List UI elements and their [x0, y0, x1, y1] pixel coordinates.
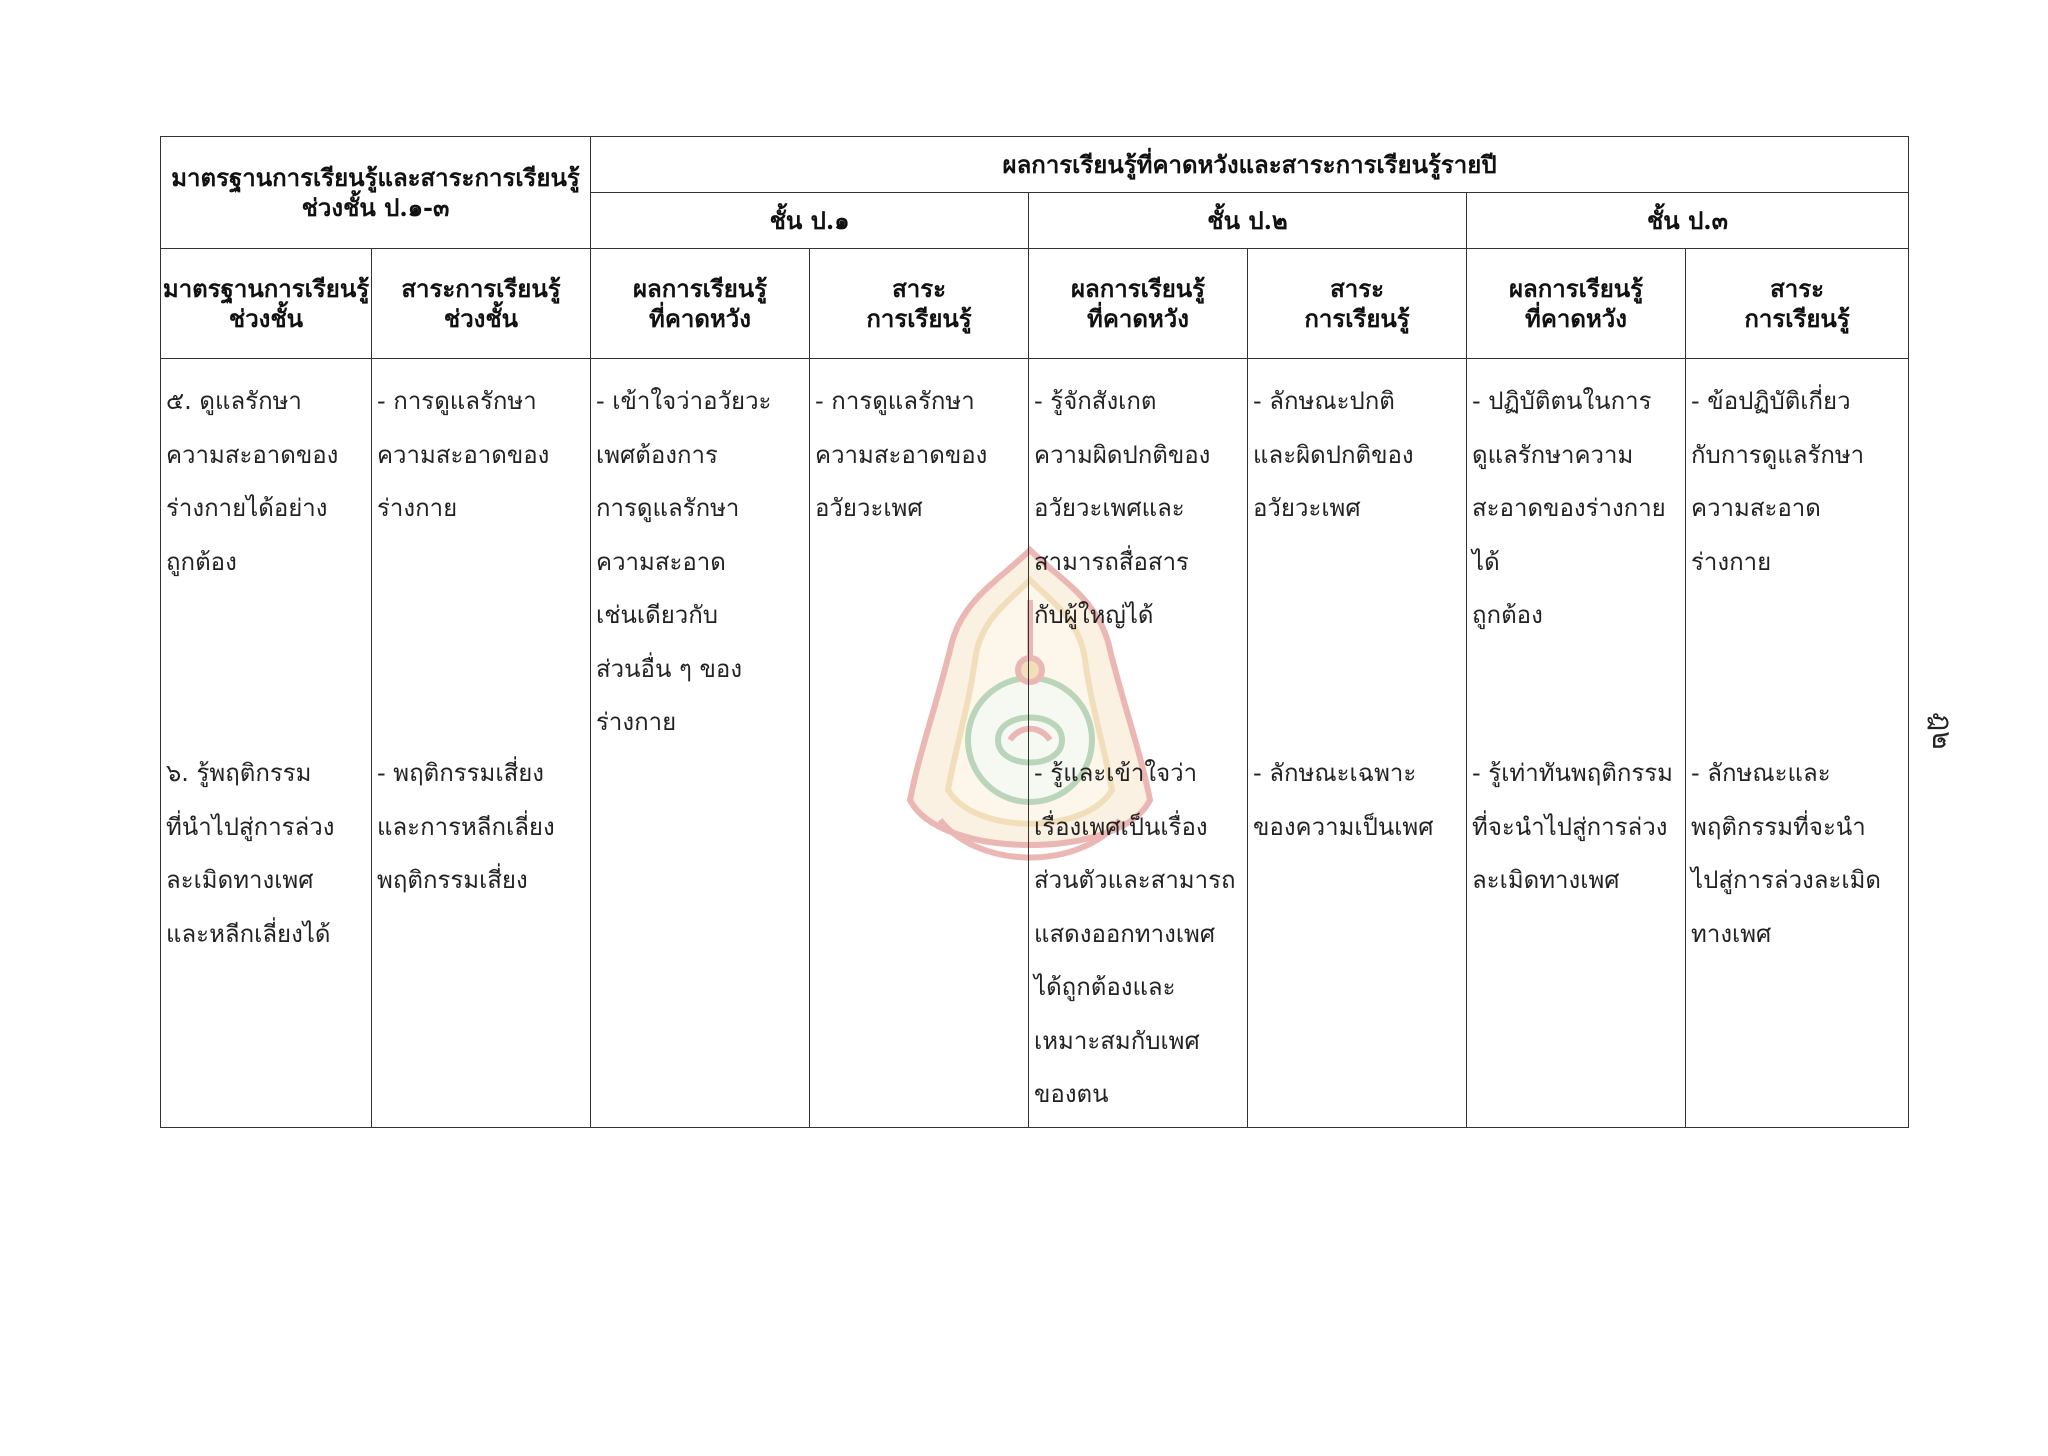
header-standards-and-content	[161, 137, 591, 249]
cell-entry: - ลักษณะและ พฤติกรรมที่จะนำ ไปสู่การล่วงละเมิด ทางเพศ	[1691, 759, 1881, 948]
column-header	[372, 249, 591, 359]
table-cell	[1029, 359, 1248, 1128]
column-header-line1: สาระ	[1330, 273, 1384, 303]
table-cell	[1686, 359, 1909, 1128]
table-cell	[161, 359, 372, 1128]
table-cell	[372, 359, 591, 1128]
column-header	[1248, 249, 1467, 359]
cell-entry: - เข้าใจว่าอวัยวะ เพศต้องการ การดูแลรักษา ความสะอาด เช่นเดียวกับ ส่วนอื่น ๆ ของ ร่างกาย	[596, 387, 772, 736]
table-row	[161, 359, 1909, 1128]
table-cell	[1248, 359, 1467, 1128]
column-header-line2: ที่คาดหวัง	[1525, 303, 1627, 333]
page-number: ฎ๒	[1926, 712, 1959, 750]
cell-entry: - ปฏิบัติตนในการ ดูแลรักษาความ สะอาดของร่างกายได้ ถูกต้อง	[1472, 387, 1666, 629]
column-header-line2: ที่คาดหวัง	[1087, 303, 1189, 333]
column-header-line1: ผลการเรียนรู้	[632, 273, 768, 303]
column-header-line2: การเรียนรู้	[866, 303, 972, 333]
header-expected-outcomes: ผลการเรียนรู้ที่คาดหวังและสาระการเรียนรู้รายปี	[591, 137, 1909, 193]
column-header	[1686, 249, 1909, 359]
cell-entry: - การดูแลรักษา ความสะอาดของ ร่างกาย	[377, 387, 550, 522]
column-header-line2: ที่คาดหวัง	[649, 303, 751, 333]
cell-entry: - รู้และเข้าใจว่า เรื่องเพศเป็นเรื่อง ส่วนตัวและสามารถ แสดงออกทางเพศ ได้ถูกต้องและ เหมาะสมกับเพศ ของตน	[1034, 759, 1236, 1108]
header-grade-p2: ชั้น ป.๒	[1029, 193, 1467, 249]
cell-entry: - ลักษณะปกติ และผิดปกติของ อวัยวะเพศ	[1253, 387, 1414, 522]
header-standards-line2: ช่วงชั้น ป.๑-๓	[301, 192, 450, 222]
column-header-line1: ผลการเรียนรู้	[1508, 273, 1644, 303]
table-cell	[810, 359, 1029, 1128]
table-cell	[591, 359, 810, 1128]
table-cell	[1467, 359, 1686, 1128]
column-header-line2: ช่วงชั้น	[228, 303, 304, 333]
cell-entry: ๕. ดูแลรักษา ความสะอาดของ ร่างกายได้อย่าง ถูกต้อง	[166, 387, 339, 576]
column-header-line1: สาระ	[1770, 273, 1824, 303]
column-header	[591, 249, 810, 359]
column-header-line2: การเรียนรู้	[1304, 303, 1410, 333]
header-grade-p3: ชั้น ป.๓	[1467, 193, 1909, 249]
header-grade-p1: ชั้น ป.๑	[591, 193, 1029, 249]
curriculum-table	[160, 136, 1909, 1128]
column-header	[1467, 249, 1686, 359]
cell-entry: - รู้เท่าทันพฤติกรรม ที่จะนำไปสู่การล่วง ละเมิดทางเพศ	[1472, 759, 1673, 894]
column-header-line1: สาระ	[892, 273, 946, 303]
column-header-line2: ช่วงชั้น	[443, 303, 519, 333]
cell-entry: ๖. รู้พฤติกรรม ที่นำไปสู่การล่วง ละเมิดทางเพศ และหลีกเลี่ยงได้	[166, 759, 335, 948]
cell-entry: - ข้อปฏิบัติเกี่ยว กับการดูแลรักษา ความสะอาด ร่างกาย	[1691, 387, 1865, 576]
cell-entry: - รู้จักสังเกต ความผิดปกติของ อวัยวะเพศและ สามารถสื่อสาร กับผู้ใหญ่ได้	[1034, 387, 1211, 629]
column-header	[1029, 249, 1248, 359]
column-header	[810, 249, 1029, 359]
header-standards-line1: มาตรฐานการเรียนรู้และสาระการเรียนรู้	[171, 162, 580, 192]
cell-entry: - ลักษณะเฉพาะ ของความเป็นเพศ	[1253, 759, 1434, 841]
column-header-line1: มาตรฐานการเรียนรู้	[162, 273, 370, 303]
column-header	[161, 249, 372, 359]
cell-entry: - การดูแลรักษา ความสะอาดของ อวัยวะเพศ	[815, 387, 988, 522]
column-header-line1: ผลการเรียนรู้	[1070, 273, 1206, 303]
column-header-line2: การเรียนรู้	[1744, 303, 1850, 333]
cell-entry: - พฤติกรรมเสี่ยง และการหลีกเลี่ยง พฤติกรรมเสี่ยง	[377, 759, 555, 894]
column-header-line1: สาระการเรียนรู้	[401, 273, 561, 303]
